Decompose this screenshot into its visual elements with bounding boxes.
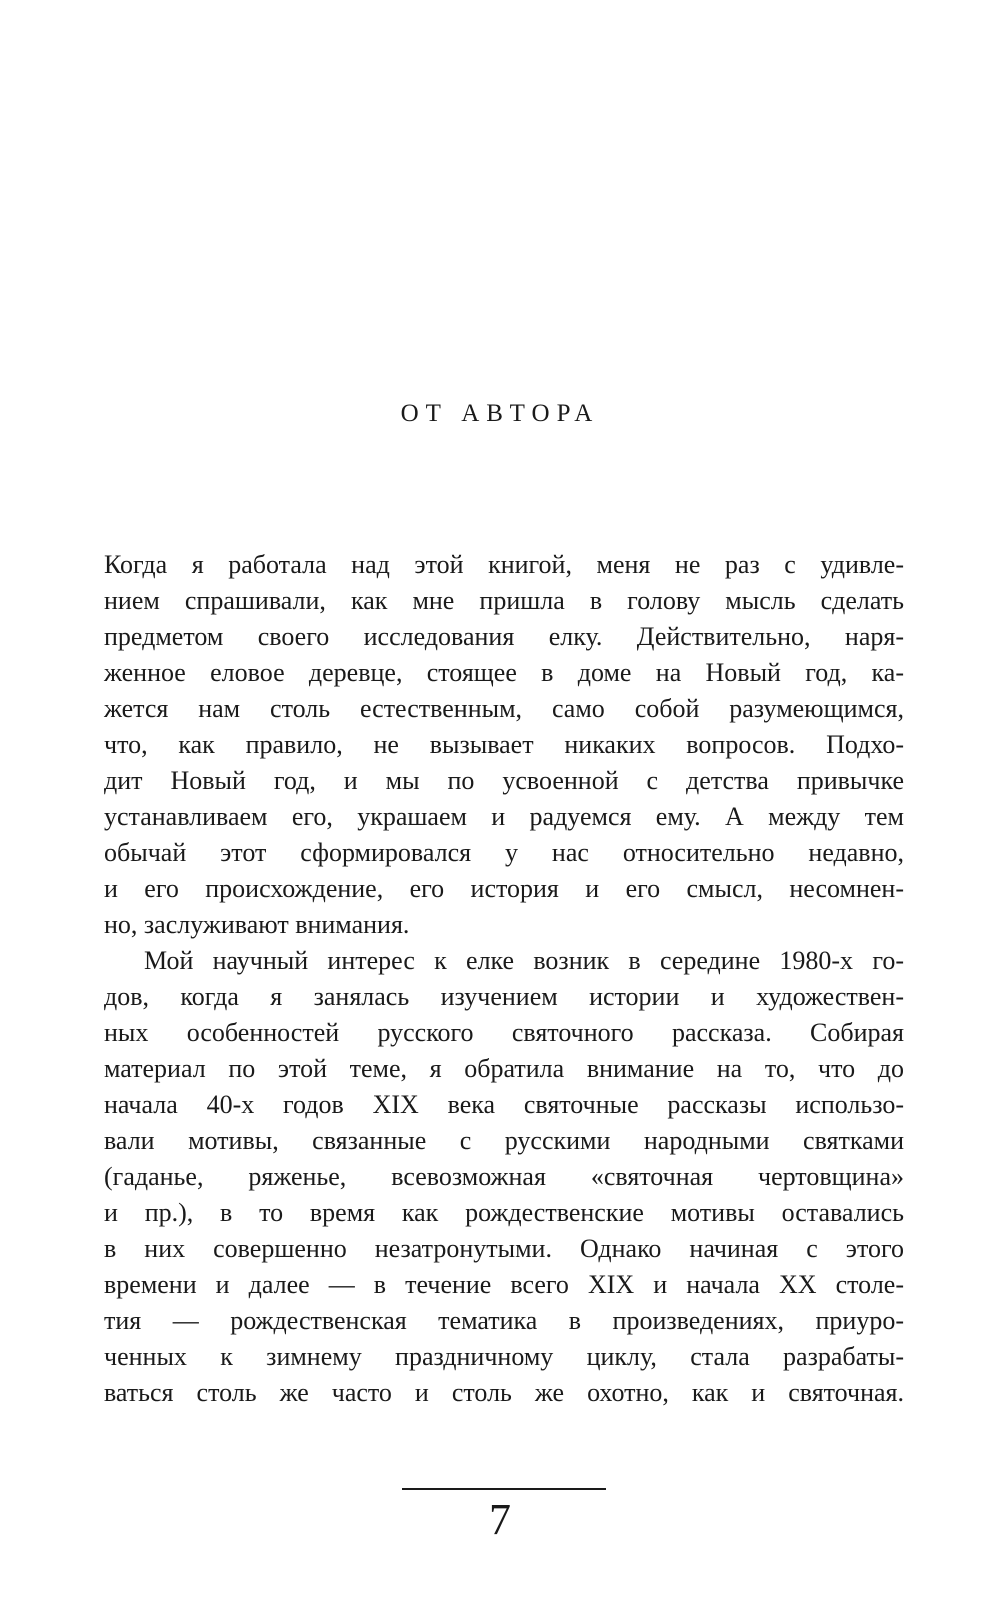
text-line: материал по этой теме, я обратила внимание на то, что до <box>104 1054 904 1083</box>
text-line: но, заслуживают внимания. <box>104 910 410 939</box>
text-line: жется нам столь естественным, само собой разумеющимся, <box>104 694 904 723</box>
text-line: начала 40-х годов XIX века святочные рассказы использо- <box>104 1090 904 1119</box>
text-line: и его происхождение, его история и его смысл, несомнен- <box>104 874 904 903</box>
text-line: (гаданье, ряженье, всевозможная «святочная чертовщина» <box>104 1162 904 1191</box>
body-text <box>104 547 904 1411</box>
text-line: вали мотивы, связанные с русскими народными святками <box>104 1126 904 1155</box>
text-line: что, как правило, не вызывает никаких вопросов. Подхо- <box>104 730 904 759</box>
text-line: и пр.), в то время как рождественские мотивы оставались <box>104 1198 904 1227</box>
text-line: ченных к зимнему праздничному циклу, стала разрабаты- <box>104 1342 904 1371</box>
text-line: предметом своего исследования елку. Действительно, наря- <box>104 622 904 651</box>
chapter-heading: ОТ АВТОРА <box>400 400 600 427</box>
text-line: ных особенностей русского святочного рассказа. Собирая <box>104 1018 904 1047</box>
text-line: тия — рождественская тематика в произведениях, приуро- <box>104 1306 904 1335</box>
text-line: дит Новый год, и мы по усвоенной с детства привычке <box>104 766 904 795</box>
text-line: Когда я работала над этой книгой, меня не раз с удивле- <box>104 550 904 579</box>
text-line: женное еловое деревце, стоящее в доме на Новый год, ка- <box>104 658 904 687</box>
text-line: ваться столь же часто и столь же охотно, как и святочная. <box>104 1378 904 1407</box>
page-number: 7 <box>489 1495 511 1544</box>
text-line: обычай этот сформировался у нас относительно недавно, <box>104 838 904 867</box>
text-line: нием спрашивали, как мне пришла в голову мысль сделать <box>104 586 904 615</box>
text-line: дов, когда я занялась изучением истории и художествен- <box>104 982 904 1011</box>
text-line: в них совершенно незатронутыми. Однако начиная с этого <box>104 1234 904 1263</box>
text-line: Мой научный интерес к елке возник в середине 1980-х го- <box>144 946 904 975</box>
text-line: устанавливаем его, украшаем и радуемся ему. А между тем <box>104 802 904 831</box>
text-line: времени и далее — в течение всего XIX и начала XX столе- <box>104 1270 904 1299</box>
